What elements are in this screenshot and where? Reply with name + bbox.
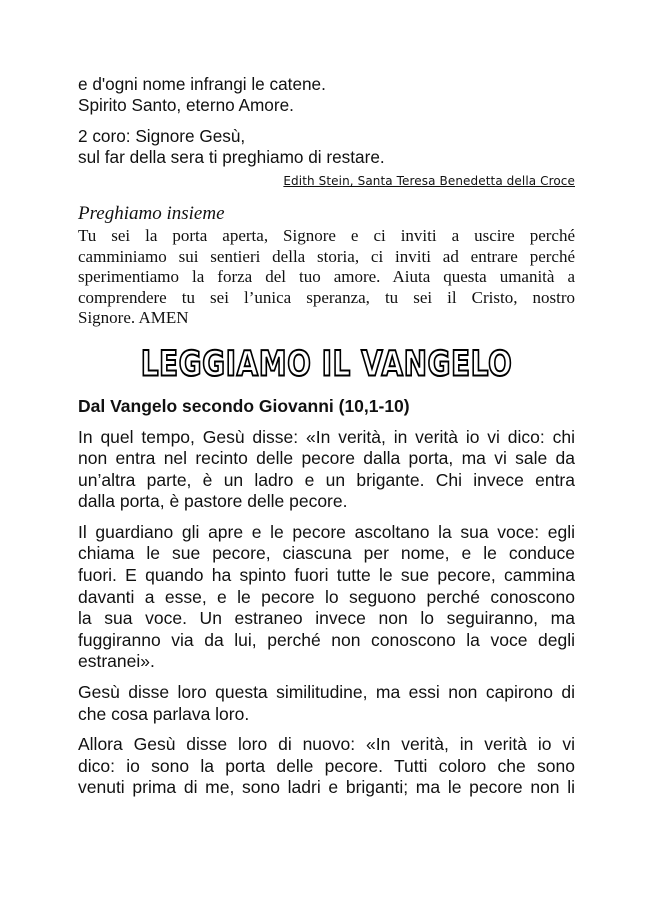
gospel-line: dico: io sono la porta delle pecore. Tutti coloro che sono	[78, 755, 575, 776]
gospel-line: un’altra parte, è un ladro e un brigante. Chi invece entra	[78, 469, 575, 490]
gospel-paragraph	[78, 682, 575, 725]
gospel-line: venuti prima di me, sono ladri e briganti; ma le pecore non li	[78, 777, 575, 798]
prayer-line: Tu sei la porta aperta, Signore e ci inviti a uscire perché	[78, 226, 575, 245]
gospel-line: la sua voce. Un estraneo invece non lo seguiranno, ma	[78, 608, 575, 629]
gospel-paragraph	[78, 522, 575, 673]
hymn-line: Spirito Santo, eterno Amore.	[78, 95, 294, 115]
gospel-line: che cosa parlava loro.	[78, 703, 250, 724]
gospel-line: Gesù disse loro questa similitudine, ma essi non capirono di	[78, 682, 575, 703]
coro-verse	[78, 126, 575, 168]
gospel-paragraph	[78, 734, 575, 799]
gospel-line: In quel tempo, Gesù disse: «In verità, in verità io vi dico: chi	[78, 426, 575, 447]
gospel-banner: LEGGIAMO IL VANGELO	[140, 342, 513, 384]
gospel-line: dalla porta, è pastore delle pecore.	[78, 491, 348, 512]
attribution: Edith Stein, Santa Teresa Benedetta della Croce	[283, 174, 575, 188]
gospel-line: Il guardiano gli apre e le pecore ascoltano la sua voce: egli	[78, 521, 575, 542]
gospel-paragraph	[78, 427, 575, 513]
coro-line: 2 coro: Signore Gesù,	[78, 126, 246, 146]
prayer-line: comprendere tu sei l’unica speranza, tu sei il Cristo, nostro	[78, 287, 575, 307]
hymn-ending	[78, 74, 575, 116]
document-page	[78, 74, 575, 799]
prayer-line: camminiamo sui sentieri della storia, ci inviti ad entrare perché	[78, 246, 575, 266]
hymn-line: e d'ogni nome infrangi le catene.	[78, 74, 326, 94]
prayer-line: Signore. AMEN	[78, 308, 189, 327]
gospel-text	[78, 427, 575, 800]
gospel-line: chiama le sue pecore, ciascuna per nome, e le conduce	[78, 543, 575, 564]
coro-line: sul far della sera ti preghiamo di restare.	[78, 147, 385, 167]
gospel-line: fuori. E quando ha spinto fuori tutte le sue pecore, cammina	[78, 565, 575, 586]
prayer-title: Preghiamo insieme	[78, 203, 225, 224]
prayer-line: sperimentiamo la forza del tuo amore. Aiuta questa umanità a	[78, 267, 575, 286]
gospel-heading: Dal Vangelo secondo Giovanni (10,1-10)	[78, 395, 410, 416]
prayer-body	[78, 226, 575, 329]
gospel-line: davanti a esse, e le pecore lo seguono perché conoscono	[78, 586, 575, 607]
gospel-line: Allora Gesù disse loro di nuovo: «In verità, in verità io vi	[78, 734, 575, 755]
gospel-line: fuggiranno via da lui, perché non conoscono la voce degli	[78, 629, 575, 650]
gospel-line: estranei».	[78, 651, 155, 672]
gospel-line: non entra nel recinto delle pecore dalla porta, ma vi sale da	[78, 448, 575, 469]
